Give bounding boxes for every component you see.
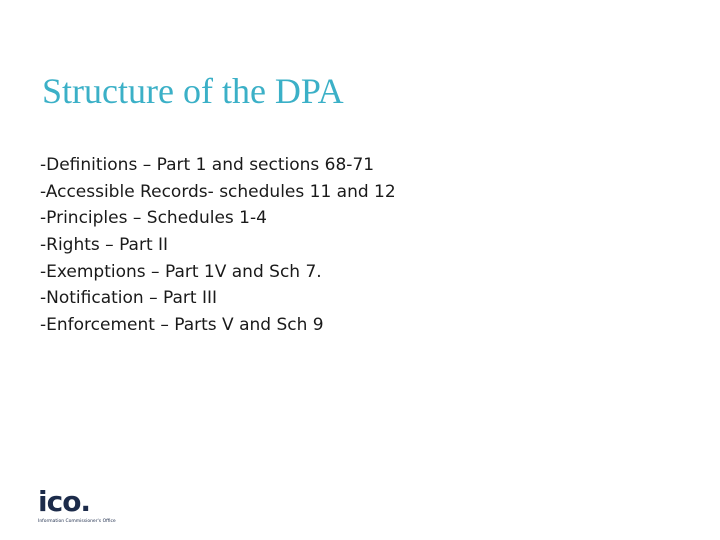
list-item: -Exemptions – Part 1V and Sch 7. — [40, 261, 322, 282]
logo-subtitle: Information Commissioner's Office — [38, 519, 116, 524]
list-item: -Accessible Records- schedules 11 and 12 — [40, 181, 396, 202]
slide-title: Structure of the DPA — [42, 71, 344, 111]
ico-logo — [38, 485, 116, 528]
list-item: -Principles – Schedules 1-4 — [40, 208, 267, 229]
list-item: -Enforcement – Parts V and Sch 9 — [40, 315, 324, 336]
content-list — [40, 152, 396, 339]
logo-mark: ico. — [38, 485, 91, 518]
list-item: -Definitions – Part 1 and sections 68-71 — [40, 155, 375, 175]
list-item: -Rights – Part II — [40, 235, 169, 256]
list-item: -Notification – Part III — [40, 288, 217, 309]
